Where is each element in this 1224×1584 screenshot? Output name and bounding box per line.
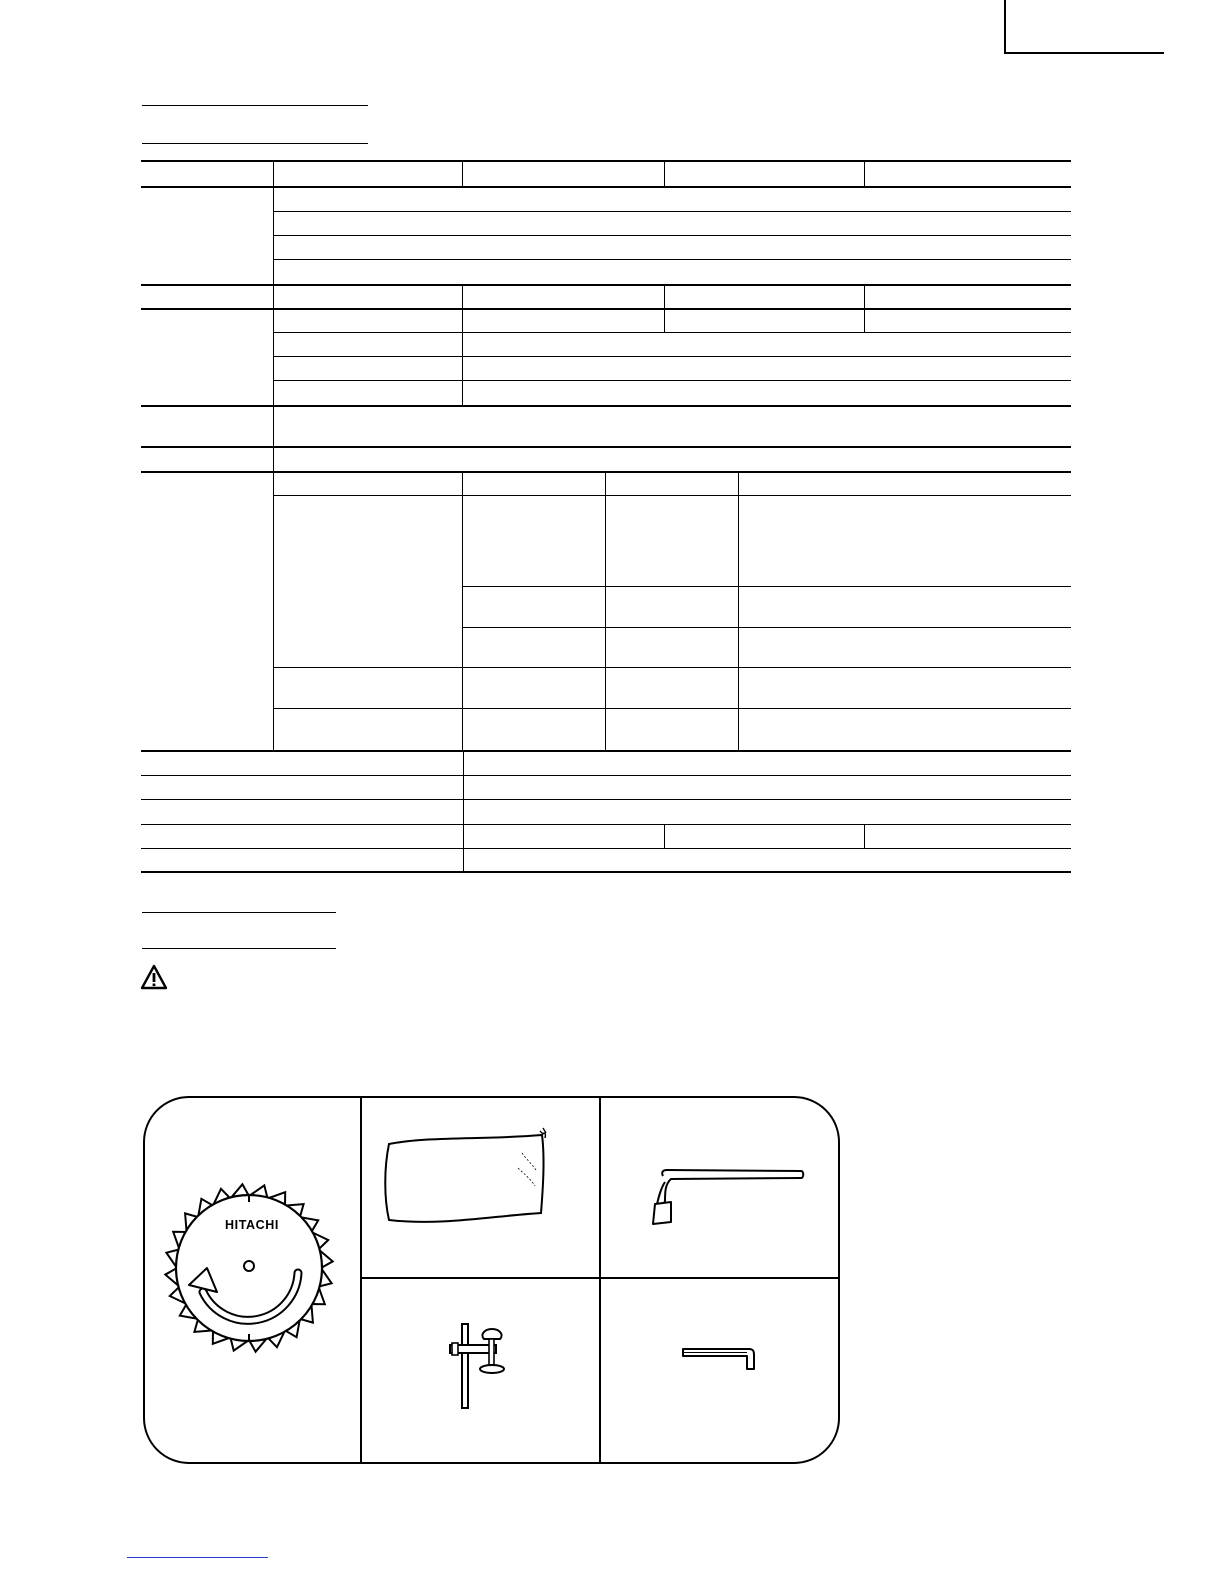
table-rule [141, 405, 1071, 407]
saw-blade-icon [145, 1098, 360, 1464]
table-rule [274, 667, 1071, 668]
table-rule [141, 824, 1071, 825]
blade-brand-label: HITACHI [225, 1218, 279, 1232]
table-rule [141, 750, 1071, 752]
table-rule [141, 284, 1071, 286]
table-rule [664, 284, 665, 332]
footer-link-rule [127, 1557, 268, 1558]
heading-underline [142, 105, 368, 106]
table-rule [274, 708, 1071, 709]
heading-specifications-alt [142, 122, 368, 142]
heading-underline [142, 912, 336, 913]
accessory-dust-bag [362, 1098, 599, 1277]
heading-standard-accessories-alt [142, 928, 336, 948]
table-rule [274, 259, 1071, 260]
table-rule [274, 332, 1071, 333]
table-rule [864, 284, 865, 332]
warning-icon [140, 964, 168, 990]
heading-underline [142, 948, 336, 949]
table-rule [141, 871, 1071, 873]
page-number-box [1004, 0, 1164, 54]
accessory-box-wrench [601, 1098, 840, 1277]
table-rule [141, 186, 1071, 188]
heading-underline [142, 143, 368, 144]
table-rule [141, 160, 1071, 162]
accessory-saw-blade [145, 1098, 360, 1464]
accessory-hex-bar-wrench [601, 1279, 840, 1464]
warning-text [176, 966, 1056, 990]
heading-standard-accessories-en [142, 892, 336, 912]
table-rule [141, 848, 1071, 849]
heading-specifications-en [142, 84, 368, 104]
table-rule [141, 308, 1071, 310]
table-rule [141, 775, 1071, 776]
table-rule [274, 211, 1071, 212]
table-rule [664, 160, 665, 186]
table-rule [738, 471, 739, 750]
table-rule [274, 380, 1071, 381]
table-rule [274, 495, 1071, 496]
table-rule [141, 446, 1071, 448]
table-rule [141, 471, 1071, 473]
table-rule [864, 160, 865, 186]
table-rule [462, 284, 463, 405]
table-rule [274, 235, 1071, 236]
box-wrench-icon [601, 1098, 840, 1277]
table-rule [141, 799, 1071, 800]
table-rule [463, 627, 1071, 628]
table-rule [462, 471, 463, 750]
table-rule [274, 356, 1071, 357]
table-rule [664, 824, 665, 848]
table-rule [463, 586, 1071, 587]
vise-assembly-icon [362, 1279, 599, 1464]
table-rule [273, 160, 274, 750]
table-rule [864, 824, 865, 848]
table-rule [605, 471, 606, 750]
accessories-panel [143, 1096, 840, 1464]
table-rule [462, 160, 463, 186]
hex-bar-wrench-icon [601, 1279, 840, 1464]
accessory-vise-assembly [362, 1279, 599, 1464]
table-rule [463, 750, 464, 872]
dust-bag-icon [362, 1098, 599, 1277]
